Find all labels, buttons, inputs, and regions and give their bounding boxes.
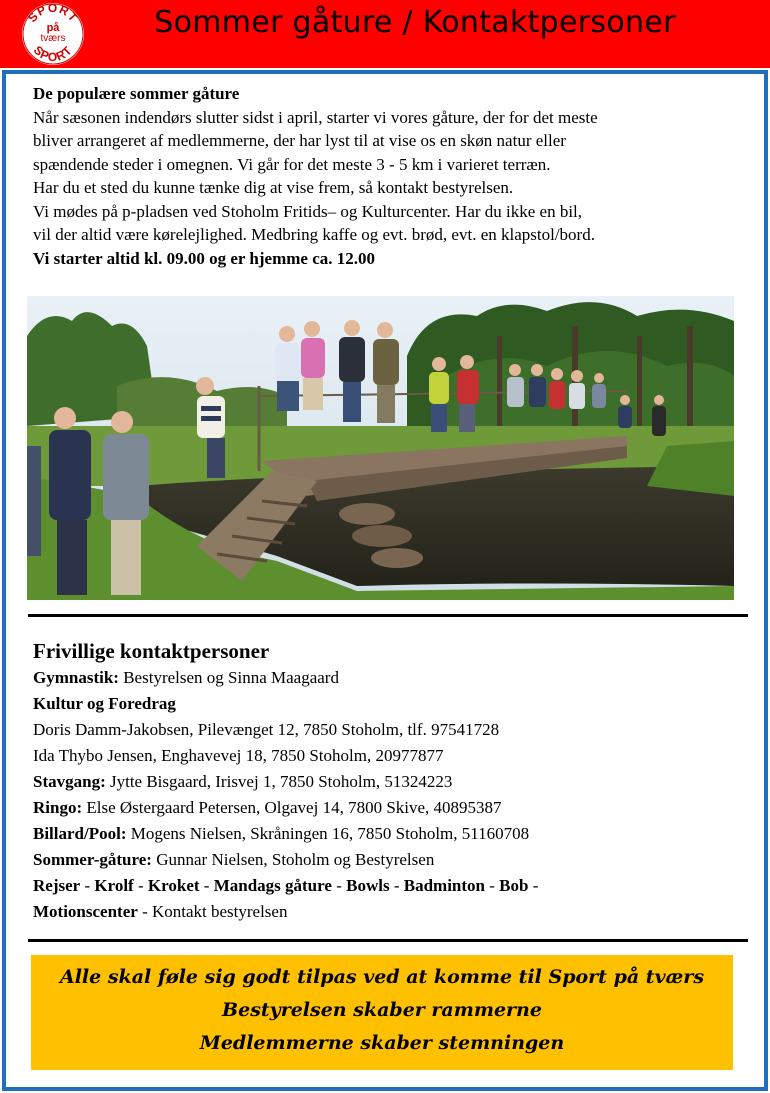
contact-label: Gymnastik: bbox=[33, 668, 119, 687]
activity-separator: - bbox=[485, 876, 500, 895]
intro-line: spændende steder i omegnen. Vi går for det meste 3 - 5 km i varieret terræn. bbox=[33, 154, 551, 174]
contact-motion bbox=[33, 899, 745, 925]
motto-line: Medlemmerne skaber stemningen bbox=[199, 1032, 565, 1054]
section-divider bbox=[28, 614, 748, 617]
contacts-heading: Frivillige kontaktpersoner bbox=[33, 639, 270, 663]
activity-item: Mandags gåture bbox=[213, 876, 332, 895]
activity-item: Kroket bbox=[147, 876, 200, 895]
contact-value: Mogens Nielsen, Skråningen 16, 7850 Stoholm, 51160708 bbox=[126, 824, 530, 843]
page-title: Sommer gåture / Kontaktpersoner bbox=[154, 5, 676, 40]
logo-lower-text: tværs bbox=[40, 33, 66, 44]
contact-stavgang bbox=[33, 769, 745, 795]
contact-value: - Kontakt bestyrelsen bbox=[137, 902, 288, 921]
contact-billard bbox=[33, 821, 745, 847]
activity-separator: - bbox=[80, 876, 95, 895]
activity-separator: - bbox=[133, 876, 148, 895]
contact-gymnastik bbox=[33, 665, 745, 691]
intro-line: Når sæsonen indendørs slutter sidst i april, starter vi vores gåture, der for det meste bbox=[33, 107, 598, 127]
activity-separator: - bbox=[389, 876, 404, 895]
contact-kultur-line: Ida Thybo Jensen, Enghavevej 18, 7850 Stoholm, 20977877 bbox=[33, 746, 444, 765]
motto-banner bbox=[31, 955, 733, 1070]
intro-section bbox=[33, 82, 743, 270]
activity-item: Krolf bbox=[94, 876, 134, 895]
page-header bbox=[0, 0, 770, 68]
contact-label: Motionscenter bbox=[33, 902, 138, 921]
contact-label: Billard/Pool: bbox=[33, 824, 127, 843]
contact-label: Ringo: bbox=[33, 798, 83, 817]
contact-value: Else Østergaard Petersen, Olgavej 14, 7800 Skive, 40895387 bbox=[82, 798, 502, 817]
contact-value: Jytte Bisgaard, Irisvej 1, 7850 Stoholm, 51324223 bbox=[105, 772, 453, 791]
activity-separator: - bbox=[331, 876, 347, 895]
activity-separator: - bbox=[199, 876, 214, 895]
activity-item: Badminton bbox=[403, 876, 485, 895]
contact-kultur-label: Kultur og Foredrag bbox=[33, 694, 176, 713]
contact-kultur-line: Doris Damm-Jakobsen, Pilevænget 12, 7850 Stoholm, tlf. 97541728 bbox=[33, 720, 500, 739]
motto-line: Bestyrelsen skaber rammerne bbox=[222, 999, 542, 1021]
contact-value: Bestyrelsen og Sinna Maagaard bbox=[118, 668, 339, 687]
activity-item: Bowls bbox=[346, 876, 390, 895]
contact-value: Gunnar Nielsen, Stoholm og Bestyrelsen bbox=[151, 850, 435, 869]
contact-label: Sommer-gåture: bbox=[33, 850, 152, 869]
hikers-bridge-photo bbox=[27, 296, 734, 600]
activity-item: Rejser bbox=[33, 876, 81, 895]
motto-line: Alle skal føle sig godt tilpas ved at komme til Sport på tværs bbox=[59, 966, 705, 988]
contact-ringo bbox=[33, 795, 745, 821]
logo-top-text: SPORT bbox=[25, 3, 81, 25]
activities-line bbox=[33, 873, 745, 899]
logo-bottom-text: SPORT bbox=[30, 43, 76, 65]
activity-separator: - bbox=[528, 876, 539, 895]
logo-middle-text: på bbox=[46, 22, 60, 34]
section-divider bbox=[28, 939, 748, 942]
intro-line: vil der altid være kørelejlighed. Medbring kaffe og evt. brød, evt. en klapstol/bord. bbox=[33, 225, 595, 244]
intro-line: Vi mødes på p-pladsen ved Stoholm Fritids– og Kulturcenter. Har du ikke en bil, bbox=[33, 201, 583, 221]
intro-line: Har du et sted du kunne tænke dig at vise frem, så kontakt bestyrelsen. bbox=[33, 178, 514, 197]
activity-item: Bob bbox=[499, 876, 529, 895]
intro-heading: De populære sommer gåture bbox=[33, 84, 240, 103]
contacts-section bbox=[33, 636, 745, 925]
contact-label: Stavgang: bbox=[33, 772, 106, 791]
intro-closing: Vi starter altid kl. 09.00 og er hjemme ca. 12.00 bbox=[33, 248, 375, 268]
photo-illustration bbox=[27, 296, 734, 600]
contact-sommer bbox=[33, 847, 745, 873]
intro-line: bliver arrangeret af medlemmerne, der har lyst til at vise os en skøn natur eller bbox=[33, 131, 566, 150]
sport-pa-tvaers-logo bbox=[22, 3, 84, 65]
